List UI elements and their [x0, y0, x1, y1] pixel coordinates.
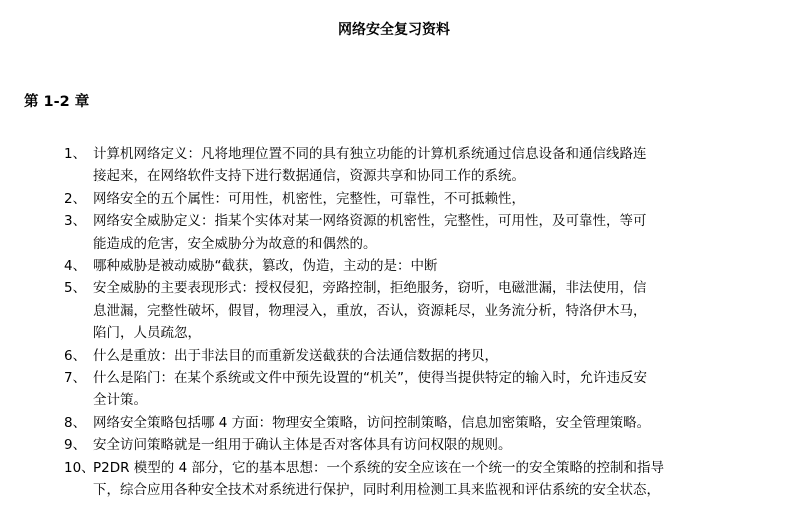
item-number: 8、 — [64, 414, 87, 431]
item-text-line: 全计策。 — [93, 392, 147, 409]
item-text-line: 下，综合应用各种安全技术对系统进行保护，同时利用检测工具来监视和评估系统的安全状态， — [93, 482, 660, 499]
list-item — [64, 345, 744, 367]
list-item — [64, 255, 744, 277]
document-title: 网络安全复习资料 — [338, 22, 450, 38]
list-item — [64, 412, 744, 434]
item-number: 6、 — [64, 347, 87, 364]
item-text-line: 哪种威胁是被动威胁“截获，篡改，伪造，主动的是：中断 — [93, 258, 438, 275]
list-item — [64, 277, 744, 344]
item-text-line: 网络安全策略包括哪 4 方面：物理安全策略，访问控制策略，信息加密策略，安全管理策略。 — [93, 414, 651, 431]
chapter-heading: 第 1-2 章 — [24, 94, 90, 110]
list-item — [64, 210, 744, 255]
item-number: 9、 — [64, 437, 87, 454]
item-text-line: 网络安全的五个属性：可用性，机密性，完整性，可靠性，不可抵赖性， — [93, 190, 525, 207]
item-text-line: 计算机网络定义：凡将地理位置不同的具有独立功能的计算机系统通过信息设备和通信线路连 — [93, 146, 647, 162]
list-item — [64, 367, 744, 412]
list-item — [64, 457, 744, 502]
item-number: 3、 — [64, 213, 87, 230]
item-number: 1、 — [64, 146, 87, 162]
list-item — [64, 434, 744, 456]
item-text-line: 息泄漏，完整性破坏，假冒，物理浸入，重放，否认，资源耗尽，业务流分析，特洛伊木马， — [93, 302, 647, 319]
item-text-line: 陷门，人员疏忽， — [93, 325, 201, 342]
item-number: 7、 — [64, 370, 87, 387]
item-text-line: P2DR 模型的 4 部分，它的基本思想：一个系统的安全应该在一个统一的安全策略的控制和指导 — [93, 459, 664, 476]
item-text-line: 安全访问策略就是一组用于确认主体是否对客体具有访问权限的规则。 — [93, 437, 512, 454]
item-number: 5、 — [64, 280, 87, 297]
item-number: 10、 — [64, 459, 95, 476]
item-text-line: 安全威胁的主要表现形式：授权侵犯，旁路控制，拒绝服务，窃听，电磁泄漏，非法使用，信 — [93, 280, 647, 297]
item-text-line: 网络安全威胁定义：指某个实体对某一网络资源的机密性，完整性，可用性，及可靠性，等可 — [93, 213, 647, 230]
item-text-line: 什么是重放：出于非法目的而重新发送截获的合法通信数据的拷贝， — [93, 347, 498, 364]
item-text-line: 接起来，在网络软件支持下进行数据通信，资源共享和协同工作的系统。 — [93, 168, 525, 185]
list-item — [64, 143, 744, 188]
list-item — [64, 188, 744, 210]
numbered-list — [64, 143, 744, 502]
item-number: 2、 — [64, 190, 87, 207]
item-text-line: 能造成的危害，安全威胁分为故意的和偶然的。 — [93, 235, 377, 252]
item-number: 4、 — [64, 258, 87, 275]
item-text-line: 什么是陷门：在某个系统或文件中预先设置的“机关”，使得当提供特定的输入时，允许违反安 — [93, 370, 647, 387]
